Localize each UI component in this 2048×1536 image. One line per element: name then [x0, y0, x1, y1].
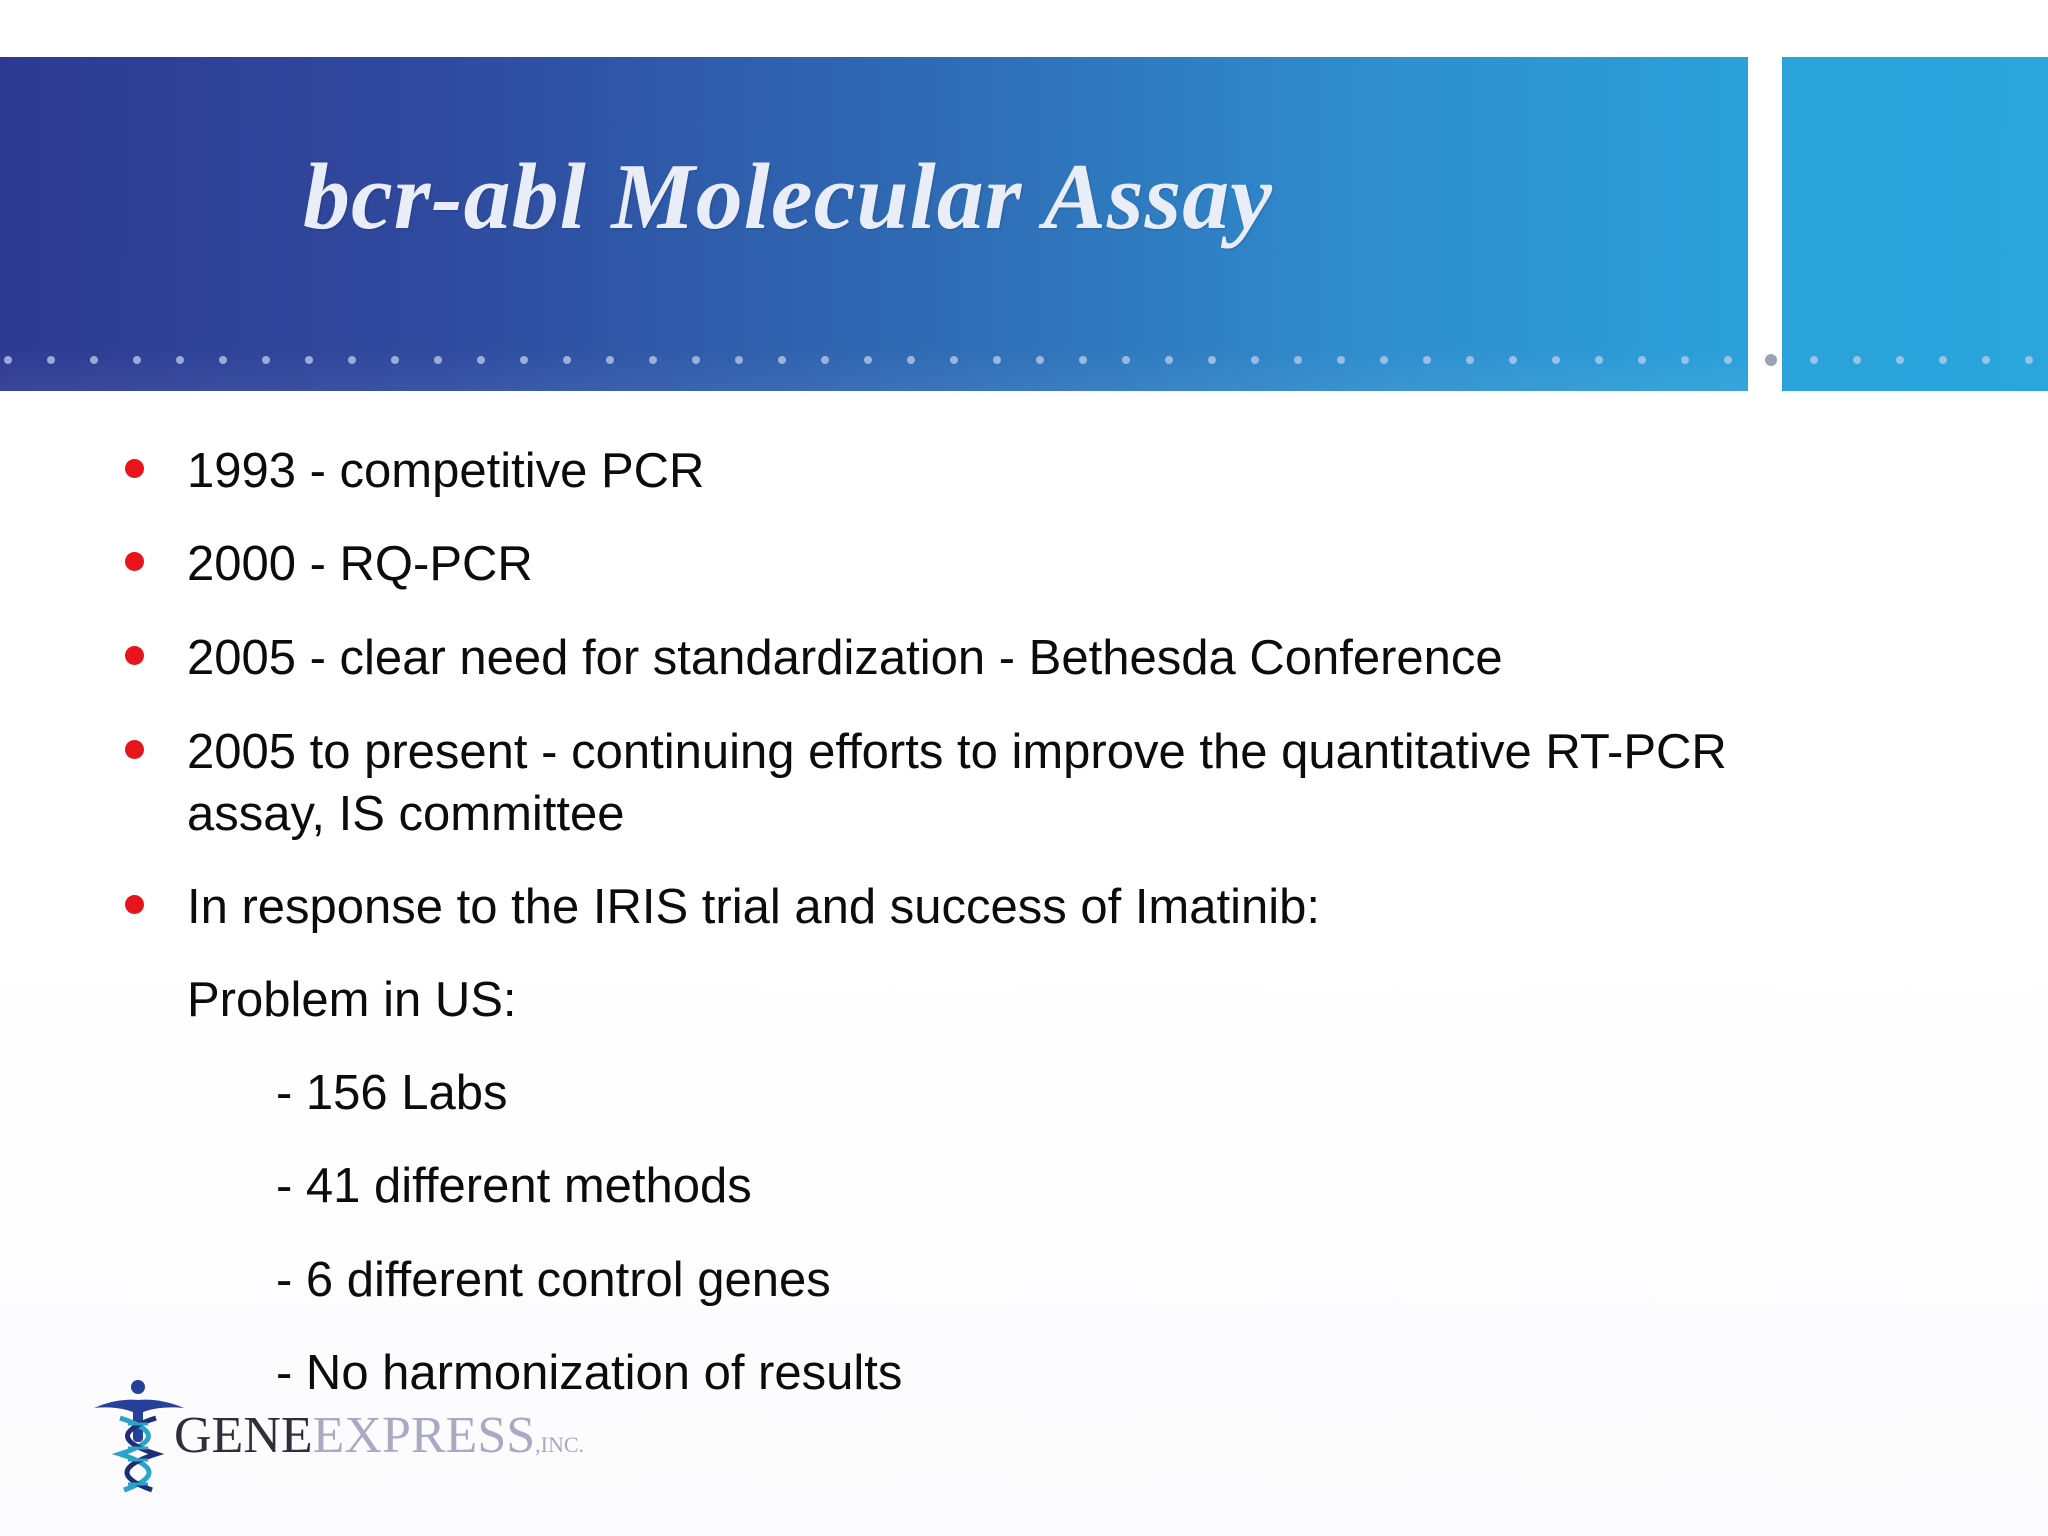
bullet-dot: [125, 740, 144, 759]
bullet-item-2005: 2005 - clear need for standardization - Bethesda Conference: [187, 631, 1503, 685]
logo-wordmark-express: EXPRESS: [312, 1407, 536, 1464]
bullet-dot: [125, 459, 144, 478]
bullet-item-line: assay, IS committee: [187, 787, 625, 841]
logo-wordmark: [174, 1407, 585, 1464]
slide-title: bcr-abl Molecular Assay: [303, 145, 1273, 249]
problem-item: - No harmonization of results: [276, 1346, 903, 1400]
bullet-item-iris: In response to the IRIS trial and success of Imatinib:: [187, 880, 1321, 934]
bullet-item-1993: 1993 - competitive PCR: [187, 444, 705, 498]
logo-wordmark-gene: GENE: [174, 1407, 313, 1464]
problem-item: - 41 different methods: [276, 1159, 752, 1213]
problem-item: - 6 different control genes: [276, 1253, 831, 1307]
bullet-dot: [125, 895, 144, 914]
bullet-dot: [125, 646, 144, 665]
geneexpress-logo: [88, 1378, 648, 1493]
bullet-item-2000: 2000 - RQ-PCR: [187, 537, 533, 591]
bullet-item-line: 2005 to present - continuing efforts to improve the quantitative RT-PCR: [187, 725, 1727, 779]
problem-item: - 156 Labs: [276, 1066, 508, 1120]
logo-wordmark-inc: ,INC.: [535, 1432, 585, 1457]
bullet-item-2005-present: [187, 721, 1887, 845]
problem-heading: Problem in US:: [187, 973, 517, 1027]
bullet-dot: [125, 552, 144, 571]
